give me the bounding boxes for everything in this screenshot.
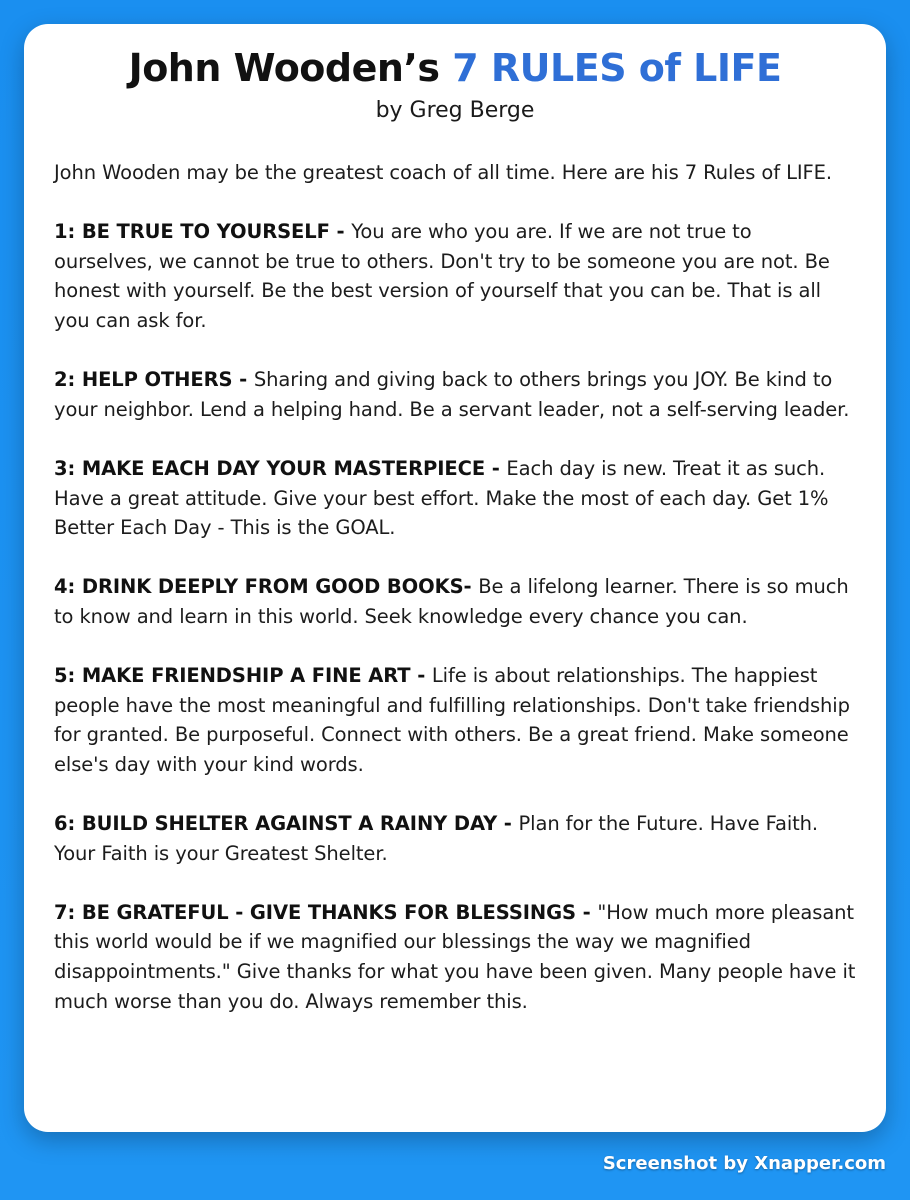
rule-2: [54, 365, 856, 424]
rule-heading: 3: MAKE EACH DAY YOUR MASTERPIECE -: [54, 456, 507, 480]
rule-heading: 4: DRINK DEEPLY FROM GOOD BOOKS-: [54, 575, 479, 599]
rule-heading: 2: HELP OTHERS -: [54, 368, 254, 392]
rule-heading: 1: BE TRUE TO YOURSELF -: [54, 220, 352, 244]
rule-text: You are who you are. If we are not true to ourselves, we cannot be true to others. Don't try to be someone you are not. Be honest with yourself. Be the best version of yourself that you can be. That is all you can ask for.: [54, 220, 830, 332]
watermark: Screenshot by Xnapper.com: [602, 1153, 886, 1174]
post-card: [24, 24, 886, 1132]
article-body: [54, 158, 856, 1016]
title-prefix: John Wooden’s: [128, 46, 453, 90]
rule-7: [54, 898, 856, 1016]
rule-1: [54, 217, 856, 335]
rule-text: Life is about relationships. The happiest people have the most meaningful and fulfilling relationships. Don't take friendship for granted. Be purposeful. Connect with others. Be a great friend. Make someone else's day with your kind words.: [54, 664, 850, 776]
rule-heading: 6: BUILD SHELTER AGAINST A RAINY DAY -: [54, 812, 519, 836]
rule-3: [54, 454, 856, 543]
rule-text: Plan for the Future. Have Faith. Your Faith is your Greatest Shelter.: [54, 812, 819, 865]
rule-5: [54, 661, 856, 779]
rule-heading: 7: BE GRATEFUL - GIVE THANKS FOR BLESSINGS -: [54, 900, 598, 924]
rule-heading: 5: MAKE FRIENDSHIP A FINE ART -: [54, 664, 432, 688]
rule-text: "How much more pleasant this world would be if we magnified our blessings the way we magnified disappointments." Give thanks for what you have been given. Many people have it much worse than you do. Always remember this.: [54, 900, 856, 1013]
page-title: [54, 44, 856, 92]
rule-4: [54, 572, 856, 631]
rule-text: Be a lifelong learner. There is so much to know and learn in this world. Seek knowledge every chance you can.: [54, 575, 849, 628]
title-accent: 7 RULES of LIFE: [452, 46, 782, 90]
byline: by Greg Berge: [375, 98, 535, 123]
intro-paragraph: John Wooden may be the greatest coach of all time. Here are his 7 Rules of LIFE.: [54, 161, 832, 184]
rule-6: [54, 809, 856, 868]
rule-text: Sharing and giving back to others brings you JOY. Be kind to your neighbor. Lend a helping hand. Be a servant leader, not a self-serving leader.: [54, 368, 850, 421]
rule-text: Each day is new. Treat it as such. Have a great attitude. Give your best effort. Make the most of each day. Get 1% Better Each Day - This is the GOAL.: [54, 456, 829, 540]
